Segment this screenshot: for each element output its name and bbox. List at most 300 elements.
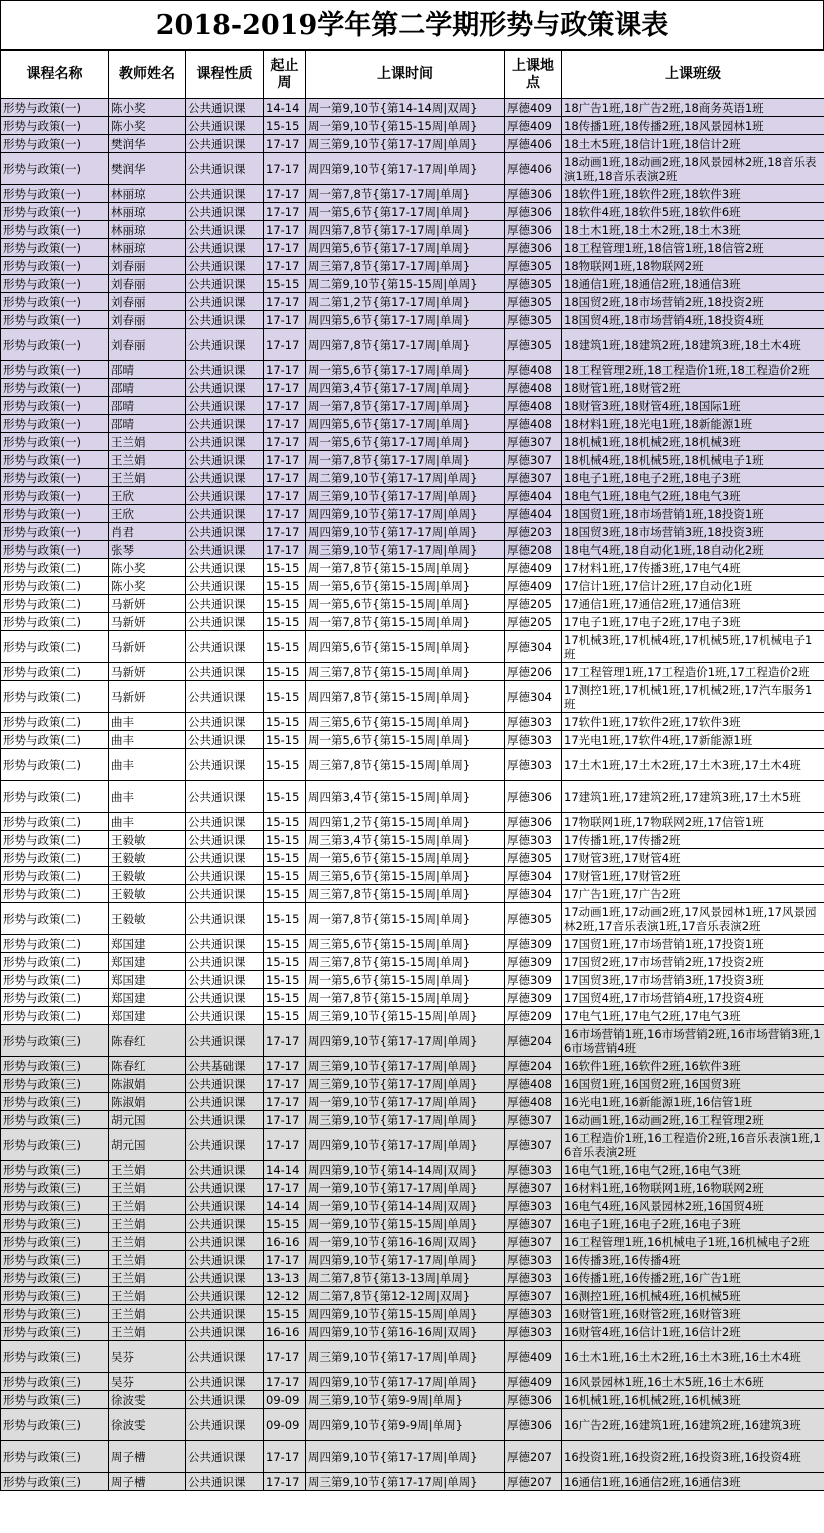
course-cell: 形势与政策(一) (1, 153, 109, 185)
type-cell: 公共通识课 (186, 451, 264, 469)
room-cell: 厚德306 (505, 781, 562, 813)
time-cell: 周一第5,6节{第15-15周|单周} (306, 731, 505, 749)
table-row (1, 397, 824, 415)
weeks-cell: 17-17 (264, 505, 306, 523)
type-cell: 公共通识课 (186, 117, 264, 135)
room-cell: 厚德409 (505, 1373, 562, 1391)
room-cell: 厚德409 (505, 559, 562, 577)
classes-cell: 17机械3班,17机械4班,17机械5班,17机械电子1班 (562, 631, 824, 663)
weeks-cell: 15-15 (264, 1305, 306, 1323)
weeks-cell: 17-17 (264, 379, 306, 397)
room-cell: 厚德303 (505, 1161, 562, 1179)
table-row (1, 1441, 824, 1473)
time-cell: 周一第7,8节{第17-17周|单周} (306, 397, 505, 415)
weeks-cell: 17-17 (264, 1093, 306, 1111)
weeks-cell: 15-15 (264, 117, 306, 135)
table-row (1, 849, 824, 867)
classes-cell: 16机械1班,16机械2班,16机械3班 (562, 1391, 824, 1409)
type-cell: 公共通识课 (186, 275, 264, 293)
classes-cell: 17国贸2班,17市场营销2班,17投资2班 (562, 953, 824, 971)
type-cell: 公共通识课 (186, 1373, 264, 1391)
weeks-cell: 15-15 (264, 1007, 306, 1025)
room-cell: 厚德305 (505, 329, 562, 361)
type-cell: 公共通识课 (186, 541, 264, 559)
table-row (1, 813, 824, 831)
table-row (1, 749, 824, 781)
type-cell: 公共通识课 (186, 631, 264, 663)
type-cell: 公共通识课 (186, 311, 264, 329)
weeks-cell: 15-15 (264, 971, 306, 989)
classes-cell: 16传播1班,16传播2班,16广告1班 (562, 1269, 824, 1287)
room-cell: 厚德204 (505, 1025, 562, 1057)
time-cell: 周一第9,10节{第16-16周|双周} (306, 1233, 505, 1251)
room-cell: 厚德303 (505, 1251, 562, 1269)
teacher-cell: 王兰娟 (109, 1305, 186, 1323)
time-cell: 周二第9,10节{第17-17周|单周} (306, 469, 505, 487)
table-row (1, 257, 824, 275)
room-cell: 厚德207 (505, 1473, 562, 1491)
teacher-cell: 王兰娟 (109, 433, 186, 451)
table-row (1, 1305, 824, 1323)
room-cell: 厚德408 (505, 361, 562, 379)
course-cell: 形势与政策(三) (1, 1287, 109, 1305)
classes-cell: 16广告2班,16建筑1班,16建筑2班,16建筑3班 (562, 1409, 824, 1441)
type-cell: 公共通识课 (186, 749, 264, 781)
teacher-cell: 王毅敏 (109, 885, 186, 903)
weeks-cell: 15-15 (264, 731, 306, 749)
type-cell: 公共基础课 (186, 1057, 264, 1075)
weeks-cell: 14-14 (264, 1161, 306, 1179)
teacher-cell: 陈春红 (109, 1057, 186, 1075)
course-cell: 形势与政策(二) (1, 867, 109, 885)
room-cell: 厚德303 (505, 749, 562, 781)
time-cell: 周一第9,10节{第17-17周|单周} (306, 1179, 505, 1197)
course-cell: 形势与政策(一) (1, 361, 109, 379)
room-cell: 厚德409 (505, 1341, 562, 1373)
room-cell: 厚德309 (505, 989, 562, 1007)
room-cell: 厚德307 (505, 1129, 562, 1161)
table-row (1, 523, 824, 541)
course-cell: 形势与政策(二) (1, 971, 109, 989)
time-cell: 周一第9,10节{第14-14周|双周} (306, 1197, 505, 1215)
table-row (1, 117, 824, 135)
room-cell: 厚德408 (505, 1075, 562, 1093)
teacher-cell: 林丽琼 (109, 221, 186, 239)
table-row (1, 99, 824, 117)
weeks-cell: 17-17 (264, 451, 306, 469)
course-cell: 形势与政策(三) (1, 1251, 109, 1269)
room-cell: 厚德305 (505, 275, 562, 293)
time-cell: 周四第9,10节{第17-17周|单周} (306, 523, 505, 541)
header-row (1, 51, 824, 99)
room-cell: 厚德307 (505, 433, 562, 451)
classes-cell: 18土木1班,18土木2班,18土木3班 (562, 221, 824, 239)
teacher-cell: 郑国建 (109, 1007, 186, 1025)
weeks-cell: 17-17 (264, 203, 306, 221)
teacher-cell: 王兰娟 (109, 1233, 186, 1251)
type-cell: 公共通识课 (186, 613, 264, 631)
teacher-cell: 林丽琼 (109, 239, 186, 257)
room-cell: 厚德304 (505, 885, 562, 903)
teacher-cell: 陈小奖 (109, 99, 186, 117)
teacher-cell: 陈淑娟 (109, 1075, 186, 1093)
room-cell: 厚德306 (505, 221, 562, 239)
room-cell: 厚德408 (505, 415, 562, 433)
classes-cell: 16电气1班,16电气2班,16电气3班 (562, 1161, 824, 1179)
weeks-cell: 17-17 (264, 1111, 306, 1129)
type-cell: 公共通识课 (186, 135, 264, 153)
weeks-cell: 17-17 (264, 185, 306, 203)
room-cell: 厚德409 (505, 117, 562, 135)
time-cell: 周四第7,8节{第15-15周|单周} (306, 681, 505, 713)
type-cell: 公共通识课 (186, 681, 264, 713)
time-cell: 周四第5,6节{第17-17周|单周} (306, 311, 505, 329)
classes-cell: 17电气1班,17电气2班,17电气3班 (562, 1007, 824, 1025)
table-row (1, 1373, 824, 1391)
type-cell: 公共通识课 (186, 239, 264, 257)
type-cell: 公共通识课 (186, 1093, 264, 1111)
time-cell: 周一第5,6节{第15-15周|单周} (306, 595, 505, 613)
room-cell: 厚德404 (505, 505, 562, 523)
table-row (1, 867, 824, 885)
course-cell: 形势与政策(一) (1, 185, 109, 203)
course-cell: 形势与政策(二) (1, 831, 109, 849)
room-cell: 厚德209 (505, 1007, 562, 1025)
time-cell: 周三第9,10节{第17-17周|单周} (306, 1473, 505, 1491)
table-row (1, 577, 824, 595)
type-cell: 公共通识课 (186, 781, 264, 813)
course-cell: 形势与政策(一) (1, 221, 109, 239)
course-cell: 形势与政策(一) (1, 99, 109, 117)
time-cell: 周一第5,6节{第15-15周|单周} (306, 849, 505, 867)
weeks-cell: 15-15 (264, 1215, 306, 1233)
course-cell: 形势与政策(三) (1, 1075, 109, 1093)
room-cell: 厚德304 (505, 867, 562, 885)
classes-cell: 16传播3班,16传播4班 (562, 1251, 824, 1269)
type-cell: 公共通识课 (186, 469, 264, 487)
table-row (1, 135, 824, 153)
time-cell: 周四第1,2节{第15-15周|单周} (306, 813, 505, 831)
teacher-cell: 王兰娟 (109, 1197, 186, 1215)
type-cell: 公共通识课 (186, 415, 264, 433)
table-row (1, 631, 824, 663)
time-cell: 周四第9,10节{第14-14周|双周} (306, 1161, 505, 1179)
classes-cell: 18财管3班,18财管4班,18国际1班 (562, 397, 824, 415)
table-row (1, 595, 824, 613)
weeks-cell: 15-15 (264, 831, 306, 849)
type-cell: 公共通识课 (186, 433, 264, 451)
weeks-cell: 09-09 (264, 1391, 306, 1409)
classes-cell: 17电子1班,17电子2班,17电子3班 (562, 613, 824, 631)
type-cell: 公共通识课 (186, 595, 264, 613)
table-row (1, 311, 824, 329)
classes-cell: 16风景园林1班,16土木5班,16土木6班 (562, 1373, 824, 1391)
room-cell: 厚德304 (505, 681, 562, 713)
time-cell: 周三第9,10节{第17-17周|单周} (306, 1075, 505, 1093)
table-row (1, 663, 824, 681)
teacher-cell: 曲丰 (109, 731, 186, 749)
teacher-cell: 刘春丽 (109, 329, 186, 361)
classes-cell: 16国贸1班,16国贸2班,16国贸3班 (562, 1075, 824, 1093)
table-row (1, 953, 824, 971)
teacher-cell: 陈小奖 (109, 577, 186, 595)
time-cell: 周三第9,10节{第15-15周|单周} (306, 1007, 505, 1025)
course-cell: 形势与政策(一) (1, 379, 109, 397)
time-cell: 周四第5,6节{第17-17周|单周} (306, 239, 505, 257)
room-cell: 厚德406 (505, 135, 562, 153)
course-cell: 形势与政策(三) (1, 1233, 109, 1251)
teacher-cell: 邵晴 (109, 415, 186, 433)
table-row (1, 885, 824, 903)
course-cell: 形势与政策(一) (1, 469, 109, 487)
teacher-cell: 肖君 (109, 523, 186, 541)
classes-cell: 18机械4班,18机械5班,18机械电子1班 (562, 451, 824, 469)
classes-cell: 16财管4班,16信计1班,16信计2班 (562, 1323, 824, 1341)
course-cell: 形势与政策(三) (1, 1305, 109, 1323)
classes-cell: 18工程管理1班,18信管1班,18信管2班 (562, 239, 824, 257)
room-cell: 厚德303 (505, 1323, 562, 1341)
type-cell: 公共通识课 (186, 577, 264, 595)
type-cell: 公共通识课 (186, 221, 264, 239)
weeks-cell: 15-15 (264, 577, 306, 595)
room-cell: 厚德303 (505, 731, 562, 749)
classes-cell: 17国贸4班,17市场营销4班,17投资4班 (562, 989, 824, 1007)
room-cell: 厚德309 (505, 971, 562, 989)
teacher-cell: 刘春丽 (109, 293, 186, 311)
room-cell: 厚德204 (505, 1057, 562, 1075)
classes-cell: 17国贸3班,17市场营销3班,17投资3班 (562, 971, 824, 989)
teacher-cell: 吴芬 (109, 1373, 186, 1391)
weeks-cell: 15-15 (264, 953, 306, 971)
weeks-cell: 17-17 (264, 1341, 306, 1373)
room-cell: 厚德305 (505, 257, 562, 275)
classes-cell: 17物联网1班,17物联网2班,17信管1班 (562, 813, 824, 831)
room-cell: 厚德205 (505, 613, 562, 631)
table-row (1, 451, 824, 469)
room-cell: 厚德307 (505, 1111, 562, 1129)
table-row (1, 505, 824, 523)
time-cell: 周三第7,8节{第15-15周|单周} (306, 885, 505, 903)
course-cell: 形势与政策(二) (1, 713, 109, 731)
table-row (1, 1093, 824, 1111)
room-cell: 厚德206 (505, 663, 562, 681)
weeks-cell: 17-17 (264, 415, 306, 433)
classes-cell: 17动画1班,17动画2班,17风景园林1班,17风景园林2班,17音乐表演1班,17音乐表演2班 (562, 903, 824, 935)
weeks-cell: 17-17 (264, 1373, 306, 1391)
teacher-cell: 胡元国 (109, 1129, 186, 1161)
time-cell: 周一第9,10节{第15-15周|单周} (306, 1215, 505, 1233)
weeks-cell: 17-17 (264, 1057, 306, 1075)
room-cell: 厚德205 (505, 595, 562, 613)
time-cell: 周三第9,10节{第17-17周|单周} (306, 135, 505, 153)
course-cell: 形势与政策(三) (1, 1409, 109, 1441)
teacher-cell: 马新妍 (109, 595, 186, 613)
time-cell: 周三第9,10节{第17-17周|单周} (306, 1341, 505, 1373)
weeks-cell: 15-15 (264, 749, 306, 781)
classes-cell: 18电气4班,18自动化1班,18自动化2班 (562, 541, 824, 559)
course-cell: 形势与政策(二) (1, 681, 109, 713)
teacher-cell: 吴芬 (109, 1341, 186, 1373)
room-cell: 厚德304 (505, 631, 562, 663)
room-cell: 厚德409 (505, 99, 562, 117)
room-cell: 厚德305 (505, 311, 562, 329)
classes-cell: 17通信1班,17通信2班,17通信3班 (562, 595, 824, 613)
weeks-cell: 16-16 (264, 1233, 306, 1251)
type-cell: 公共通识课 (186, 1473, 264, 1491)
teacher-cell: 王毅敏 (109, 831, 186, 849)
classes-cell: 17工程管理1班,17工程造价1班,17工程造价2班 (562, 663, 824, 681)
table-row (1, 989, 824, 1007)
type-cell: 公共通识课 (186, 1075, 264, 1093)
time-cell: 周三第5,6节{第15-15周|单周} (306, 867, 505, 885)
time-cell: 周四第5,6节{第17-17周|单周} (306, 415, 505, 433)
header-type: 课程性质 (186, 51, 264, 99)
time-cell: 周四第9,10节{第17-17周|单周} (306, 1129, 505, 1161)
type-cell: 公共通识课 (186, 731, 264, 749)
time-cell: 周一第9,10节{第14-14周|双周} (306, 99, 505, 117)
teacher-cell: 周子槽 (109, 1473, 186, 1491)
room-cell: 厚德306 (505, 1391, 562, 1409)
course-cell: 形势与政策(三) (1, 1269, 109, 1287)
teacher-cell: 胡元国 (109, 1111, 186, 1129)
room-cell: 厚德305 (505, 293, 562, 311)
weeks-cell: 17-17 (264, 469, 306, 487)
classes-cell: 16动画1班,16动画2班,16工程管理2班 (562, 1111, 824, 1129)
course-cell: 形势与政策(三) (1, 1323, 109, 1341)
teacher-cell: 郑国建 (109, 953, 186, 971)
table-row (1, 1409, 824, 1441)
course-cell: 形势与政策(一) (1, 505, 109, 523)
table-row (1, 1197, 824, 1215)
teacher-cell: 王兰娟 (109, 1323, 186, 1341)
weeks-cell: 17-17 (264, 1075, 306, 1093)
type-cell: 公共通识课 (186, 867, 264, 885)
time-cell: 周三第5,6节{第15-15周|单周} (306, 935, 505, 953)
course-cell: 形势与政策(三) (1, 1215, 109, 1233)
type-cell: 公共通识课 (186, 523, 264, 541)
course-cell: 形势与政策(二) (1, 935, 109, 953)
room-cell: 厚德306 (505, 203, 562, 221)
weeks-cell: 17-17 (264, 1473, 306, 1491)
teacher-cell: 郑国建 (109, 971, 186, 989)
table-row (1, 1179, 824, 1197)
time-cell: 周四第5,6节{第15-15周|单周} (306, 631, 505, 663)
course-cell: 形势与政策(一) (1, 541, 109, 559)
classes-cell: 16光电1班,16新能源1班,16信管1班 (562, 1093, 824, 1111)
weeks-cell: 17-17 (264, 1025, 306, 1057)
type-cell: 公共通识课 (186, 971, 264, 989)
weeks-cell: 15-15 (264, 903, 306, 935)
room-cell: 厚德305 (505, 849, 562, 867)
course-cell: 形势与政策(三) (1, 1025, 109, 1057)
time-cell: 周四第9,10节{第9-9周|单周} (306, 1409, 505, 1441)
type-cell: 公共通识课 (186, 203, 264, 221)
time-cell: 周一第7,8节{第17-17周|单周} (306, 451, 505, 469)
classes-cell: 16电气4班,16风景园林2班,16国贸4班 (562, 1197, 824, 1215)
table-row (1, 731, 824, 749)
table-row (1, 1129, 824, 1161)
room-cell: 厚德303 (505, 1269, 562, 1287)
room-cell: 厚德409 (505, 577, 562, 595)
time-cell: 周三第7,8节{第15-15周|单周} (306, 663, 505, 681)
table-row (1, 1111, 824, 1129)
classes-cell: 18建筑1班,18建筑2班,18建筑3班,18土木4班 (562, 329, 824, 361)
course-cell: 形势与政策(一) (1, 293, 109, 311)
room-cell: 厚德305 (505, 903, 562, 935)
table-row (1, 903, 824, 935)
weeks-cell: 17-17 (264, 153, 306, 185)
type-cell: 公共通识课 (186, 953, 264, 971)
type-cell: 公共通识课 (186, 831, 264, 849)
classes-cell: 18通信1班,18通信2班,18通信3班 (562, 275, 824, 293)
time-cell: 周一第9,10节{第15-15周|单周} (306, 117, 505, 135)
room-cell: 厚德408 (505, 397, 562, 415)
weeks-cell: 17-17 (264, 487, 306, 505)
type-cell: 公共通识课 (186, 935, 264, 953)
time-cell: 周三第9,10节{第17-17周|单周} (306, 1111, 505, 1129)
course-cell: 形势与政策(一) (1, 275, 109, 293)
time-cell: 周三第9,10节{第17-17周|单周} (306, 487, 505, 505)
time-cell: 周四第9,10节{第17-17周|单周} (306, 505, 505, 523)
type-cell: 公共通识课 (186, 1233, 264, 1251)
room-cell: 厚德408 (505, 379, 562, 397)
course-cell: 形势与政策(一) (1, 397, 109, 415)
type-cell: 公共通识课 (186, 153, 264, 185)
course-cell: 形势与政策(三) (1, 1473, 109, 1491)
type-cell: 公共通识课 (186, 1161, 264, 1179)
teacher-cell: 郑国建 (109, 989, 186, 1007)
teacher-cell: 王兰娟 (109, 1269, 186, 1287)
room-cell: 厚德207 (505, 1441, 562, 1473)
classes-cell: 16电子1班,16电子2班,16电子3班 (562, 1215, 824, 1233)
teacher-cell: 刘春丽 (109, 275, 186, 293)
type-cell: 公共通识课 (186, 1269, 264, 1287)
table-row (1, 935, 824, 953)
classes-cell: 17材料1班,17传播3班,17电气4班 (562, 559, 824, 577)
weeks-cell: 17-17 (264, 1129, 306, 1161)
type-cell: 公共通识课 (186, 1197, 264, 1215)
type-cell: 公共通识课 (186, 1129, 264, 1161)
course-cell: 形势与政策(一) (1, 487, 109, 505)
time-cell: 周四第9,10节{第15-15周|单周} (306, 1305, 505, 1323)
table-row (1, 293, 824, 311)
weeks-cell: 17-17 (264, 433, 306, 451)
weeks-cell: 15-15 (264, 813, 306, 831)
course-cell: 形势与政策(一) (1, 135, 109, 153)
teacher-cell: 陈淑娟 (109, 1093, 186, 1111)
weeks-cell: 15-15 (264, 681, 306, 713)
room-cell: 厚德306 (505, 239, 562, 257)
room-cell: 厚德306 (505, 813, 562, 831)
course-cell: 形势与政策(一) (1, 523, 109, 541)
room-cell: 厚德203 (505, 523, 562, 541)
time-cell: 周三第7,8节{第15-15周|单周} (306, 953, 505, 971)
classes-cell: 18物联网1班,18物联网2班 (562, 257, 824, 275)
teacher-cell: 陈小奖 (109, 117, 186, 135)
classes-cell: 16通信1班,16通信2班,16通信3班 (562, 1473, 824, 1491)
weeks-cell: 15-15 (264, 849, 306, 867)
course-cell: 形势与政策(三) (1, 1093, 109, 1111)
teacher-cell: 王兰娟 (109, 451, 186, 469)
weeks-cell: 17-17 (264, 239, 306, 257)
course-cell: 形势与政策(二) (1, 613, 109, 631)
type-cell: 公共通识课 (186, 99, 264, 117)
type-cell: 公共通识课 (186, 663, 264, 681)
table-row (1, 221, 824, 239)
teacher-cell: 王兰娟 (109, 1179, 186, 1197)
table-row (1, 361, 824, 379)
course-cell: 形势与政策(一) (1, 203, 109, 221)
